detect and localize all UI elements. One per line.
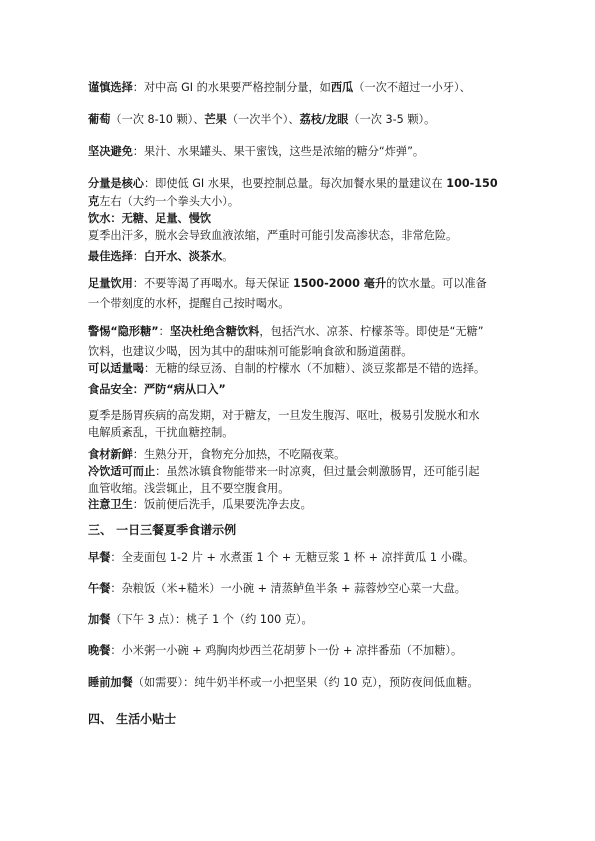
text-line bbox=[88, 550, 474, 566]
text-span: （一次 8-10 颗）、 bbox=[110, 113, 205, 126]
text-span: ：虽然冰镇食物能带来一时凉爽，但过量会刺激肠胃，还可能引起 bbox=[155, 465, 480, 478]
text-line bbox=[88, 447, 345, 463]
bold-text: 晚餐 bbox=[88, 644, 111, 657]
text-line bbox=[88, 464, 480, 480]
text-span: ：饭前便后洗手，瓜果要洗净去皮。 bbox=[132, 498, 312, 511]
text-line bbox=[88, 211, 211, 227]
bold-text: 早餐 bbox=[88, 551, 111, 564]
text-span: ：对中高 GI 的水果要严格控制分量，如 bbox=[132, 81, 331, 94]
text-span: ：杂粮饭（米+糙米）一小碗 + 清蒸鲈鱼半条 + 蒜蓉炒空心菜一大盘。 bbox=[110, 582, 466, 595]
bold-text: 加餐 bbox=[88, 613, 111, 626]
text-span: ：小米粥一小碗 + 鸡胸肉炒西兰花胡萝卜一份 + 凉拌番茄（不加糖）。 bbox=[110, 644, 463, 657]
text-line bbox=[88, 176, 498, 192]
bold-text: 冷饮适可而止 bbox=[88, 465, 156, 478]
text-line bbox=[88, 497, 312, 513]
text-span: 的饮水量。可以准备 bbox=[386, 277, 487, 290]
text-line bbox=[88, 80, 471, 96]
text-line bbox=[88, 112, 435, 128]
section-heading bbox=[88, 521, 236, 538]
text-line bbox=[88, 344, 412, 360]
bold-text: 三、 一日三餐夏季食谱示例 bbox=[88, 523, 237, 537]
text-span: ：全麦面包 1-2 片 + 水煮蛋 1 个 + 无糖豆浆 1 杯 + 凉拌黄瓜 1 小碟。 bbox=[110, 551, 475, 564]
text-line bbox=[88, 481, 289, 497]
bold-text: 荔枝/龙眼 bbox=[299, 113, 349, 126]
section-heading bbox=[88, 710, 176, 727]
text-line bbox=[88, 675, 479, 691]
text-span: 。 bbox=[222, 250, 234, 263]
text-line bbox=[88, 643, 462, 659]
text-line bbox=[88, 361, 485, 377]
bold-text: 饮水：无糖、足量、慢饮 bbox=[88, 212, 212, 225]
bold-text: 足量饮用 bbox=[88, 277, 133, 290]
text-span: ：即使低 GI 水果，也要控制总量。每次加餐水果的量建议在 bbox=[143, 177, 447, 190]
text-span: ： bbox=[158, 325, 170, 338]
text-span: （一次不超过一小牙）、 bbox=[353, 81, 471, 94]
bold-text: 注意卫生 bbox=[88, 498, 133, 511]
text-span: 左右（大约一个拳头大小）。 bbox=[99, 195, 240, 208]
bold-text: 分量是核心 bbox=[88, 177, 144, 190]
text-line bbox=[88, 228, 457, 244]
bold-text: 午餐 bbox=[88, 582, 111, 595]
text-line bbox=[88, 194, 239, 210]
text-span: （一次 3-5 颗）。 bbox=[348, 113, 436, 126]
text-line bbox=[88, 249, 234, 265]
text-line bbox=[88, 408, 480, 424]
text-span: ，包括汽水、凉茶、柠檬茶等。即使是“无糖” bbox=[259, 325, 484, 338]
bold-text: 白开水、淡茶水 bbox=[143, 250, 223, 263]
bold-text: 谨慎选择 bbox=[88, 81, 133, 94]
text-span: 电解质紊乱，干扰血糖控制。 bbox=[88, 426, 234, 439]
bold-text: 最佳选择 bbox=[88, 250, 133, 263]
bold-text: 四、 生活小贴士 bbox=[88, 712, 177, 726]
text-line bbox=[88, 382, 226, 398]
text-span: ：果汁、水果罐头、果干蜜饯，这些是浓缩的糖分“炸弹”。 bbox=[132, 145, 425, 158]
text-span: 夏季出汗多，脱水会导致血液浓缩，严重时可能引发高渗状态，非常危险。 bbox=[88, 229, 458, 242]
text-span: 一个带刻度的水杯，提醒自己按时喝水。 bbox=[88, 297, 290, 310]
text-line bbox=[88, 581, 466, 597]
text-span: 夏季是肠胃疾病的高发期，对于糖友，一旦发生腹泻、呕吐，极易引发脱水和水 bbox=[88, 409, 480, 422]
text-span: （一次半个）、 bbox=[226, 113, 300, 126]
text-line bbox=[88, 425, 233, 441]
bold-text: 睡前加餐 bbox=[88, 676, 133, 689]
bold-text: 警惕“隐形糖” bbox=[88, 325, 159, 338]
bold-text: 1500-2000 毫升 bbox=[292, 277, 387, 290]
bold-text: 可以适量喝 bbox=[88, 362, 144, 375]
bold-text: 坚决避免 bbox=[88, 145, 133, 158]
text-span: （下午 3 点）：桃子 1 个（约 100 克）。 bbox=[110, 613, 313, 626]
text-line bbox=[88, 296, 289, 312]
text-line bbox=[88, 276, 487, 292]
text-span: ：生熟分开，食物充分加热，不吃隔夜菜。 bbox=[132, 448, 346, 461]
text-span: 血管收缩。浅尝辄止，且不要空腹食用。 bbox=[88, 482, 290, 495]
bold-text: 葡萄 bbox=[88, 113, 111, 126]
bold-text: 芒果 bbox=[204, 113, 227, 126]
text-span: 饮料，也建议少喝，因为其中的甜味剂可能影响食欲和肠道菌群。 bbox=[88, 345, 413, 358]
bold-text: 坚决杜绝含糖饮料 bbox=[169, 325, 260, 338]
text-line bbox=[88, 612, 313, 628]
text-span: ： bbox=[132, 250, 144, 263]
text-span: ：无糖的绿豆汤、自制的柠檬水（不加糖）、淡豆浆都是不错的选择。 bbox=[143, 362, 486, 375]
text-span: （如需要）：纯牛奶半杯或一小把坚果（约 10 克），预防夜间低血糖。 bbox=[132, 676, 479, 689]
text-span: ：不要等渴了再喝水。每天保证 bbox=[132, 277, 293, 290]
bold-text: 食材新鲜 bbox=[88, 448, 133, 461]
text-line bbox=[88, 144, 424, 160]
bold-text: 西瓜 bbox=[330, 81, 354, 94]
text-line bbox=[88, 324, 484, 340]
bold-text: 克 bbox=[88, 195, 100, 208]
bold-text: 食品安全：严防“病从口入” bbox=[88, 383, 226, 396]
bold-text: 100-150 bbox=[446, 177, 498, 190]
